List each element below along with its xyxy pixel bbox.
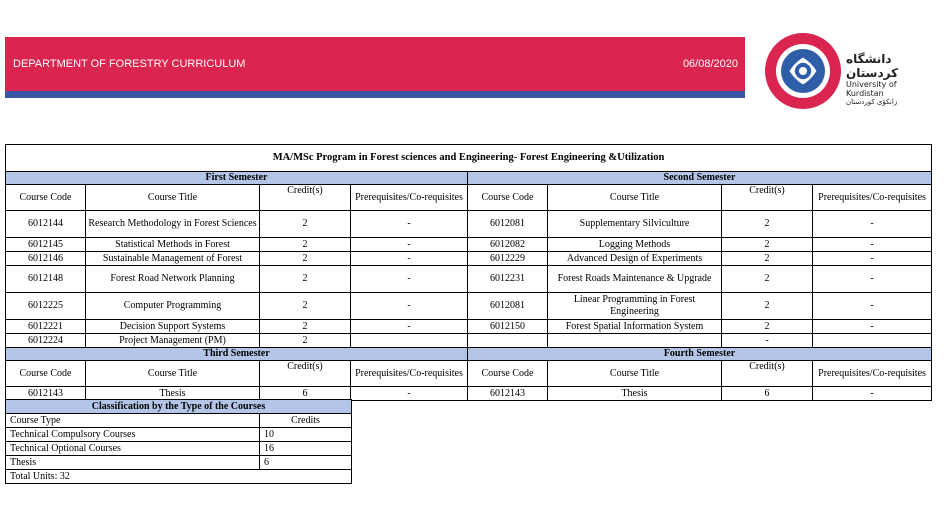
col-course-code: Course Code [468, 185, 548, 211]
curriculum-table [5, 144, 932, 401]
course-code [468, 334, 548, 348]
course-prereq: - [813, 320, 932, 334]
course-credits: 2 [260, 238, 351, 252]
university-name [846, 52, 936, 107]
col-credits: Credit(s) [722, 185, 813, 211]
course-credits: 2 [260, 293, 351, 320]
course-title: Statistical Methods in Forest [86, 238, 260, 252]
course-credits: 2 [722, 293, 813, 320]
col-course-code: Course Code [468, 361, 548, 387]
course-credits: - [722, 334, 813, 348]
banner-stripe [5, 91, 745, 98]
first-semester-heading: First Semester [6, 172, 468, 185]
department-title: DEPARTMENT OF FORESTRY CURRICULUM [13, 58, 246, 70]
header-banner [5, 37, 745, 91]
course-prereq: - [813, 266, 932, 293]
course-prereq [351, 334, 468, 348]
course-code: 6012081 [468, 293, 548, 320]
university-name-en: University of Kurdistan [846, 80, 897, 98]
program-title: MA/MSc Program in Forest sciences and Engineering- Forest Engineering &Utilization [6, 145, 932, 172]
course-title: Project Management (PM) [86, 334, 260, 348]
university-logo [764, 32, 842, 110]
course-credits: 2 [260, 252, 351, 266]
course-code: 6012221 [6, 320, 86, 334]
course-title: Logging Methods [548, 238, 722, 252]
course-code: 6012150 [468, 320, 548, 334]
col-course-title: Course Title [86, 361, 260, 387]
course-type: Thesis [6, 456, 260, 470]
course-code: 6012144 [6, 211, 86, 238]
course-credits: 6 [260, 387, 351, 401]
course-type-credits: 16 [260, 442, 352, 456]
table-row [6, 293, 932, 320]
col-prerequisites: Prerequisites/Co-requisites [813, 361, 932, 387]
course-code: 6012143 [6, 387, 86, 401]
course-title: Research Methodology in Forest Sciences [86, 211, 260, 238]
course-type: Technical Optional Courses [6, 442, 260, 456]
course-prereq: - [813, 293, 932, 320]
course-code: 6012225 [6, 293, 86, 320]
course-type-label: Course Type [6, 414, 260, 428]
total-units: Total Units: 32 [6, 470, 352, 484]
course-prereq: - [351, 211, 468, 238]
course-title: Forest Roads Maintenance & Upgrade [548, 266, 722, 293]
course-prereq: - [351, 252, 468, 266]
course-type-credits: 6 [260, 456, 352, 470]
course-code: 6012081 [468, 211, 548, 238]
course-prereq: - [351, 266, 468, 293]
col-course-code: Course Code [6, 185, 86, 211]
course-code: 6012229 [468, 252, 548, 266]
classification-table [5, 399, 352, 484]
table-row [6, 252, 932, 266]
course-type-credits: 10 [260, 428, 352, 442]
col-prerequisites: Prerequisites/Co-requisites [351, 361, 468, 387]
course-prereq: - [351, 320, 468, 334]
course-code: 6012231 [468, 266, 548, 293]
course-prereq: - [813, 238, 932, 252]
university-name-ku: زانکۆی کوردستان [846, 98, 898, 106]
col-credits: Credit(s) [722, 361, 813, 387]
credits-label: Credits [260, 414, 352, 428]
second-semester-heading: Second Semester [468, 172, 932, 185]
course-credits: 2 [260, 334, 351, 348]
course-title: Forest Road Network Planning [86, 266, 260, 293]
col-prerequisites: Prerequisites/Co-requisites [813, 185, 932, 211]
document-date: 06/08/2020 [682, 58, 738, 70]
course-title: Supplementary Silviculture [548, 211, 722, 238]
course-code: 6012082 [468, 238, 548, 252]
col-course-title: Course Title [548, 185, 722, 211]
course-credits: 2 [722, 211, 813, 238]
course-title: Sustainable Management of Forest [86, 252, 260, 266]
table-row [6, 456, 352, 470]
course-prereq: - [351, 238, 468, 252]
course-prereq: - [351, 387, 468, 401]
course-type: Technical Compulsory Courses [6, 428, 260, 442]
col-credits: Credit(s) [260, 361, 351, 387]
col-course-title: Course Title [86, 185, 260, 211]
course-code: 6012146 [6, 252, 86, 266]
table-row [6, 442, 352, 456]
col-course-title: Course Title [548, 361, 722, 387]
table-row [6, 428, 352, 442]
course-prereq: - [813, 211, 932, 238]
col-credits: Credit(s) [260, 185, 351, 211]
classification-title: Classification by the Type of the Courses [6, 400, 352, 414]
table-row [6, 266, 932, 293]
table-row [6, 334, 932, 348]
course-title: Decision Support Systems [86, 320, 260, 334]
course-title: Forest Spatial Information System [548, 320, 722, 334]
course-credits: 2 [260, 211, 351, 238]
col-prerequisites: Prerequisites/Co-requisites [351, 185, 468, 211]
course-code: 6012145 [6, 238, 86, 252]
course-code: 6012143 [468, 387, 548, 401]
course-prereq [813, 334, 932, 348]
course-prereq: - [813, 387, 932, 401]
course-credits: 2 [722, 266, 813, 293]
third-semester-heading: Third Semester [6, 348, 468, 361]
course-credits: 2 [260, 320, 351, 334]
table-row [6, 320, 932, 334]
course-title: Computer Programming [86, 293, 260, 320]
course-title: Advanced Design of Experiments [548, 252, 722, 266]
university-name-fa: دانشگاه کردستان [846, 52, 899, 80]
table-row [6, 238, 932, 252]
course-credits: 2 [260, 266, 351, 293]
course-title: Thesis [548, 387, 722, 401]
course-code: 6012224 [6, 334, 86, 348]
course-credits: 2 [722, 252, 813, 266]
course-title [548, 334, 722, 348]
table-row [6, 211, 932, 238]
course-prereq: - [813, 252, 932, 266]
col-course-code: Course Code [6, 361, 86, 387]
course-credits: 2 [722, 320, 813, 334]
course-code: 6012148 [6, 266, 86, 293]
course-credits: 6 [722, 387, 813, 401]
fourth-semester-heading: Fourth Semester [468, 348, 932, 361]
course-title: Thesis [86, 387, 260, 401]
course-title: Linear Programming in Forest Engineering [548, 293, 722, 320]
course-prereq: - [351, 293, 468, 320]
course-credits: 2 [722, 238, 813, 252]
